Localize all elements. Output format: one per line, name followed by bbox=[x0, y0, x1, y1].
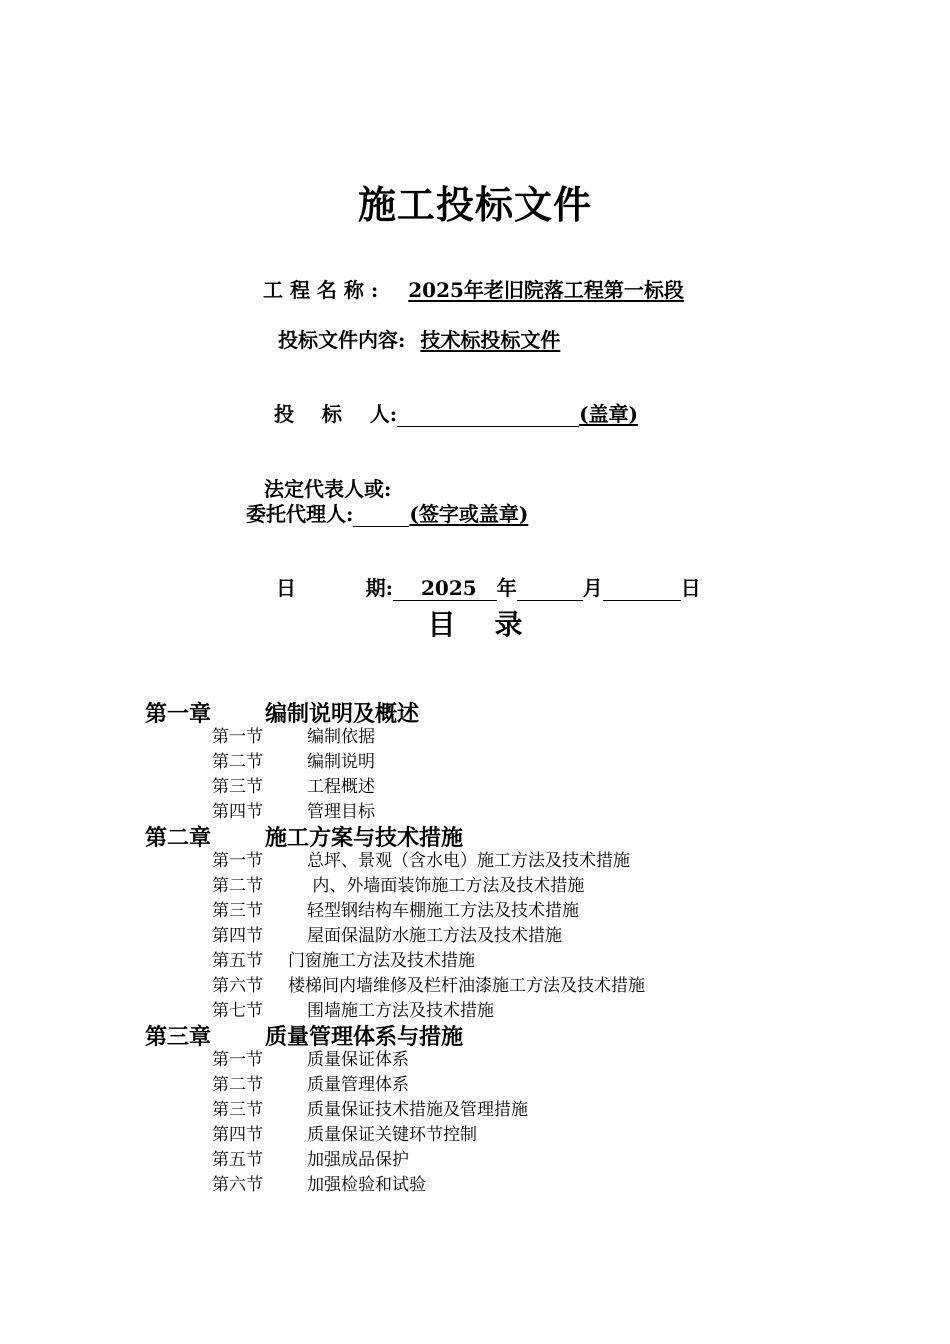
toc-section: 第一节 质量保证体系 bbox=[212, 1050, 409, 1070]
toc-section: 第二节 内、外墙面装饰施工方法及技术措施 bbox=[212, 876, 585, 896]
date-label: 日 期: bbox=[276, 576, 394, 600]
date-month-unit: 月 bbox=[582, 576, 603, 600]
toc-section: 第三节 质量保证技术措施及管理措施 bbox=[212, 1100, 528, 1120]
toc-chapter: 第三章 质量管理体系与措施 bbox=[145, 1024, 464, 1050]
toc-section: 第四节 质量保证关键环节控制 bbox=[212, 1125, 477, 1145]
toc-section: 第三节 轻型钢结构车棚施工方法及技术措施 bbox=[212, 901, 579, 921]
date-row bbox=[276, 572, 701, 601]
legal-rep-row bbox=[246, 498, 528, 527]
toc-chapter: 第二章 施工方案与技术措施 bbox=[145, 825, 464, 851]
toc-section: 第二节 编制说明 bbox=[212, 752, 375, 772]
day-blank bbox=[603, 578, 681, 601]
month-blank bbox=[517, 578, 583, 601]
toc-title: 目 录 bbox=[427, 608, 523, 641]
document-title: 施工投标文件 bbox=[357, 182, 592, 227]
toc-section: 第六节 加强检验和试验 bbox=[212, 1175, 426, 1195]
toc-chapter: 第一章 编制说明及概述 bbox=[145, 701, 420, 727]
toc-section: 第六节 楼梯间内墙维修及栏杆油漆施工方法及技术措施 bbox=[212, 976, 645, 996]
legal-rep-blank bbox=[353, 504, 409, 527]
toc-section: 第四节 管理目标 bbox=[212, 802, 375, 822]
toc-section: 第一节 总坪、景观（含水电）施工方法及技术措施 bbox=[212, 851, 630, 871]
date-day-unit: 日 bbox=[680, 576, 701, 600]
toc-section: 第五节 加强成品保护 bbox=[212, 1150, 409, 1170]
toc-section: 第五节 门窗施工方法及技术措施 bbox=[212, 951, 475, 971]
bidder-suffix: (盖章) bbox=[579, 402, 639, 426]
toc-section: 第四节 屋面保温防水施工方法及技术措施 bbox=[212, 926, 562, 946]
date-year: 2025 bbox=[421, 576, 497, 601]
bidder-row bbox=[274, 398, 638, 427]
project-name-row bbox=[263, 274, 684, 303]
legal-rep-label-line1: 法定代表人或: bbox=[264, 477, 392, 501]
toc-section: 第二节 质量管理体系 bbox=[212, 1075, 409, 1095]
toc-section: 第七节 围墙施工方法及技术措施 bbox=[212, 1001, 494, 1021]
bidder-blank bbox=[397, 404, 579, 427]
content-label: 投标文件内容: bbox=[278, 328, 406, 352]
project-name-label: 工 程 名 称 : bbox=[263, 278, 379, 302]
content-value: 技术标投标文件 bbox=[420, 328, 561, 352]
toc-section: 第三节 工程概述 bbox=[212, 777, 375, 797]
content-row bbox=[278, 324, 560, 353]
legal-rep-suffix: (签字或盖章) bbox=[409, 502, 529, 526]
toc-section: 第一节 编制依据 bbox=[212, 727, 375, 747]
legal-rep-label-line2: 委托代理人: bbox=[246, 502, 354, 526]
project-name-value: 2025年老旧院落工程第一标段 bbox=[408, 278, 684, 302]
date-year-unit: 年 bbox=[496, 576, 517, 600]
bidder-label: 投 标 人: bbox=[274, 402, 398, 426]
